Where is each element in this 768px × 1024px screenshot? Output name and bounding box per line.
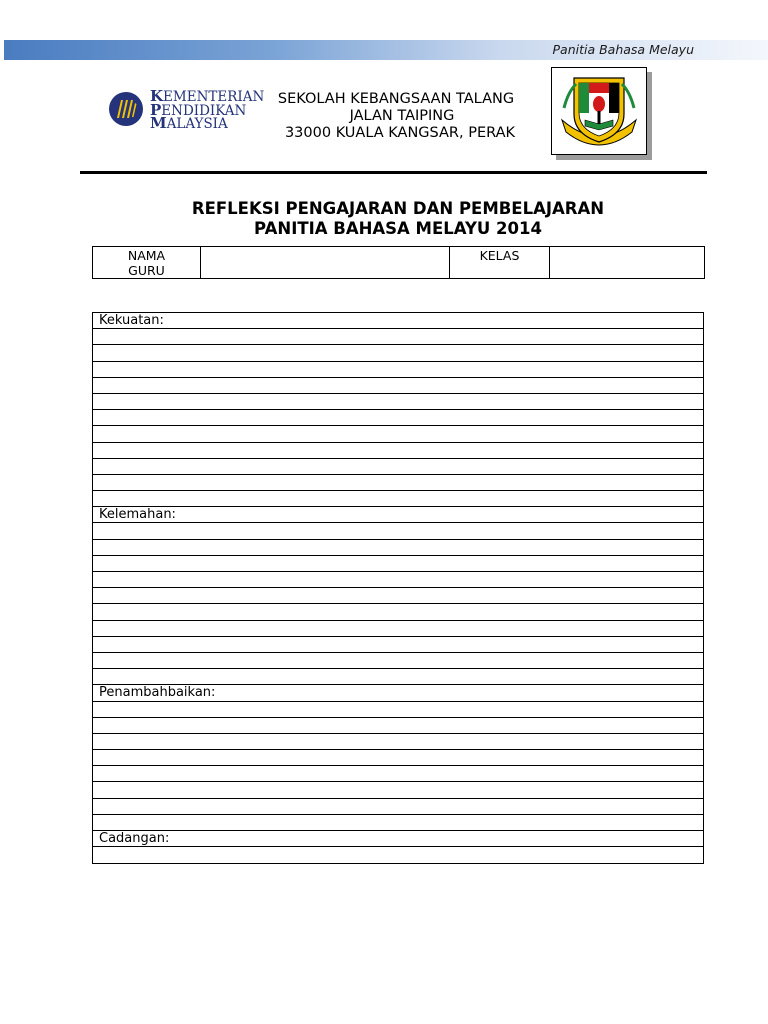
writing-line[interactable] — [93, 702, 703, 718]
writing-line[interactable] — [93, 637, 703, 653]
writing-line[interactable] — [93, 799, 703, 815]
writing-line[interactable] — [93, 815, 703, 831]
teacher-name-label: NAMA GURU — [93, 247, 201, 279]
school-address — [266, 91, 538, 142]
writing-line[interactable] — [93, 362, 703, 378]
writing-line[interactable] — [93, 847, 703, 863]
class-label: KELAS — [450, 247, 550, 279]
writing-line[interactable] — [93, 443, 703, 459]
reflection-table — [92, 312, 704, 864]
class-field[interactable] — [550, 247, 705, 279]
section-label: Kelemahan: — [93, 507, 703, 523]
writing-line[interactable] — [93, 718, 703, 734]
writing-line[interactable] — [93, 329, 703, 345]
school-postcode-city: 33000 KUALA KANGSAR, PERAK — [284, 125, 516, 141]
writing-line[interactable] — [93, 588, 703, 604]
writing-line[interactable] — [93, 394, 703, 410]
writing-line[interactable] — [93, 540, 703, 556]
writing-line[interactable] — [93, 572, 703, 588]
header-divider — [80, 171, 707, 174]
ministry-name: KEMENTERIAN PENDIDIKAN MALAYSIA — [150, 87, 265, 132]
writing-line[interactable] — [93, 378, 703, 394]
writing-line[interactable] — [93, 782, 703, 798]
writing-line[interactable] — [93, 556, 703, 572]
teacher-name-field[interactable] — [201, 247, 450, 279]
writing-line[interactable] — [93, 345, 703, 361]
writing-line[interactable] — [93, 604, 703, 620]
writing-line[interactable] — [93, 475, 703, 491]
writing-line[interactable] — [93, 410, 703, 426]
section-label: Kekuatan: — [93, 313, 703, 329]
writing-line[interactable] — [93, 491, 703, 507]
panel-name: Panitia Bahasa Melayu — [552, 42, 694, 57]
writing-line[interactable] — [93, 669, 703, 685]
writing-line[interactable] — [93, 426, 703, 442]
school-name: SEKOLAH KEBANGSAAN TALANG — [277, 91, 515, 107]
header-bar — [4, 40, 768, 60]
school-crest — [551, 67, 647, 155]
writing-line[interactable] — [93, 653, 703, 669]
writing-line[interactable] — [93, 523, 703, 539]
form-title: REFLEKSI PENGAJARAN DAN PEMBELAJARAN PANITIA BAHASA MELAYU 2014 — [191, 199, 605, 238]
school-crest-icon — [552, 68, 646, 154]
ministry-emblem-icon — [108, 91, 144, 127]
writing-line[interactable] — [93, 459, 703, 475]
writing-line[interactable] — [93, 766, 703, 782]
school-street: JALAN TAIPING — [349, 108, 455, 124]
writing-line[interactable] — [93, 750, 703, 766]
section-label: Cadangan: — [93, 831, 703, 847]
section-label: Penambahbaikan: — [93, 685, 703, 701]
teacher-info-table — [92, 246, 705, 279]
writing-line[interactable] — [93, 734, 703, 750]
writing-line[interactable] — [93, 621, 703, 637]
ministry-logo — [108, 87, 265, 132]
